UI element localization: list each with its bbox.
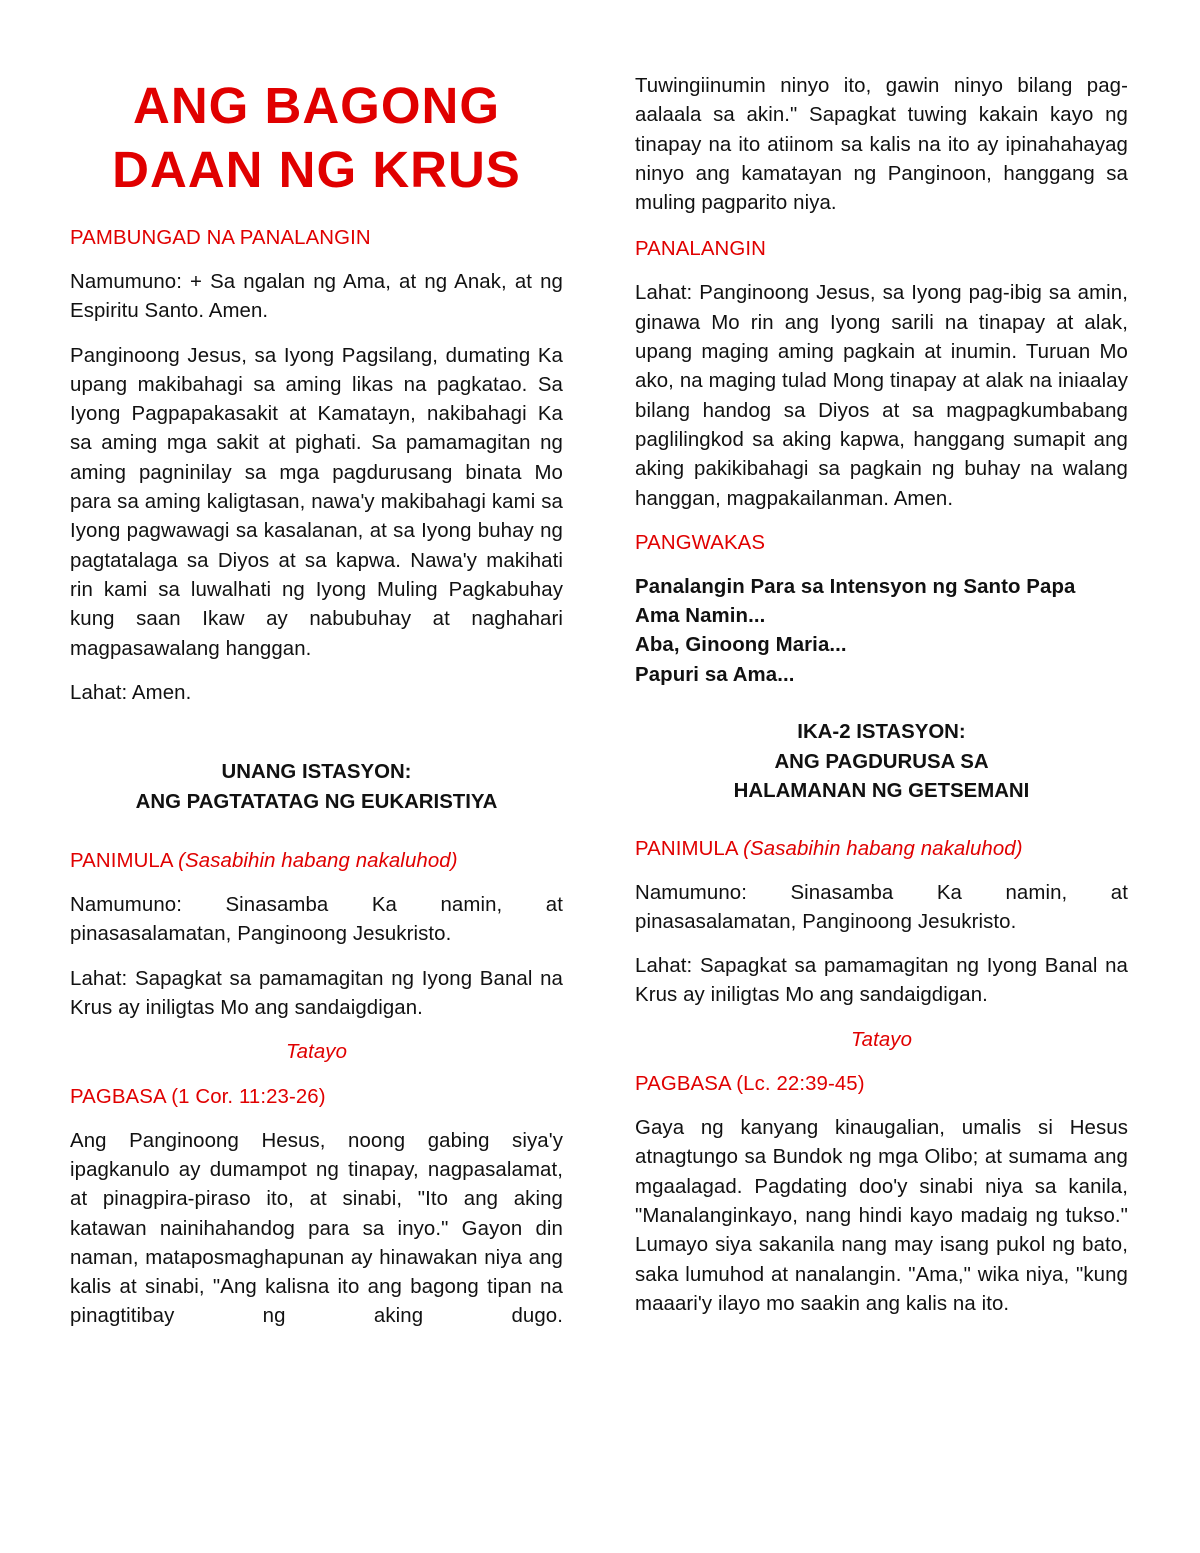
station2-title-line-2: ANG PAGDURUSA SA HALAMANAN NG GETSEMANI (733, 750, 1030, 803)
station2-leader-text: Namumuno: Sinasamba Ka namin, at pinasasalamatan, Panginoong Jesukristo. (635, 881, 1128, 933)
station2-panimula-heading (635, 835, 1128, 864)
right-column (635, 72, 1128, 1319)
title-line-2: DAAN NG KRUS (112, 141, 521, 198)
reading-ref: (1 Cor. 11:23-26) (171, 1085, 326, 1108)
station1-all-text: Lahat: Sapagkat sa pamamagitan ng Iyong Banal na Krus ay iniligtas Mo ang sandaigdigan. (70, 967, 563, 1020)
reading-ref: (Lc. 22:39-45) (736, 1073, 865, 1096)
left-column (70, 70, 563, 1332)
station1-prayer-heading: PANALANGIN (635, 238, 766, 261)
station2-all-text: Lahat: Sapagkat sa pamamagitan ng Iyong Banal na Krus ay iniligtas Mo ang sandaigdigan. (635, 955, 1128, 1007)
closing-line-1: Panalangin Para sa Intensyon ng Santo Papa (635, 575, 1076, 598)
panimula-label: PANIMULA (635, 837, 738, 860)
station1-reading-continuation: Tuwingiinumin ninyo ito, gawin ninyo bilang pag-aalaala sa akin." Sapagkat tuwing kakain kayo ng tinapay na ito atiinom sa kalis na ito ay ipinahahayag ninyo ang kamatayan ng Panginoon, hanggang sa muling pagparito niya. (635, 75, 1128, 215)
opening-heading: PAMBUNGAD NA PANALANGIN (70, 227, 371, 249)
station1-leader-text: Namumuno: Sinasamba Ka namin, at pinasasalamatan, Panginoong Jesukristo. (70, 894, 563, 946)
panimula-note: (Sasabihin habang nakaluhod) (743, 837, 1023, 860)
station1-title-line-2: ANG PAGTATATAG NG EUKARISTIYA (135, 790, 498, 813)
opening-leader-text: Namumuno: + Sa ngalan ng Ama, at ng Anak, at ng Espiritu Santo. Amen. (70, 271, 563, 323)
station1-reading-heading (70, 1083, 563, 1112)
station1-title-line-1: UNANG ISTASYON: (221, 761, 412, 784)
title-line-1: ANG BAGONG (133, 77, 500, 134)
opening-prayer-text: Panginoong Jesus, sa Iyong Pagsilang, dumating Ka upang makibahagi sa aming likas na pagkatao. Sa Iyong Pagpapakasakit at Kamatayn, nakibahagi Ka sa aming mga sakit at pighati. Sa pamamagitan ng aming pagninilay sa mga pagdurusang binata Mo para sa aming kaligtasan, nawa'y makibahagi kami sa Iyong pagwawagi sa kasalanan, at sa Iyong buhay ng pagtatalaga sa Diyos at sa kapwa. Nawa'y makihati rin kami sa luwalhati ng Iyong Muling Pagkabuhay kung saan Ikaw ay nabubuhay at naghahari magpasawalang hanggan. (70, 344, 563, 660)
closing-line-3: Aba, Ginoong Maria... (635, 634, 847, 657)
reading-label: PAGBASA (635, 1073, 731, 1096)
station1-closing-heading: PANGWAKAS (635, 531, 766, 554)
document-title (70, 74, 563, 202)
station1-prayer-text: Lahat: Panginoong Jesus, sa Iyong pag-ibig sa amin, ginawa Mo rin ang Iyong sarili na tinapay at alak, upang maging aming pagkain at inumin. Turuan Mo ako, na maging tulad Mong tinapay at alak na iniaalay bilang handog sa Diyos at sa magpagkumbabang paglilingkod sa aking kapwa, hanggang sumapit ang aking pakikibahagi sa pagkain ng buhay na walang hanggan, magpakailanman. Amen. (635, 282, 1128, 510)
closing-line-4: Papuri sa Ama... (635, 663, 795, 686)
panimula-label: PANIMULA (70, 850, 173, 873)
station1-panimula-heading (70, 847, 563, 876)
station2-reading-text: Gaya ng kanyang kinaugalian, umalis si Hesus atnagtungo sa Bundok ng mga Olibo; at sumama ang mgaalagad. Pagdating doo'y sinabi niya sa kanila, "Manalanginkayo, nang hindi kayo madaig ng tukso." Lumayo siya sakanila nang may isang pukol ng bato, saka lumuhod at nanalangin. "Ama," wika niya, "kung maaari'y ilayo mo saakin ang kalis na ito. (635, 1117, 1128, 1315)
station2-reading-heading (635, 1070, 1128, 1099)
station1-title (70, 758, 563, 817)
station2-title (635, 718, 1128, 807)
panimula-note: (Sasabihin habang nakaluhod) (178, 850, 458, 873)
opening-response-text: Lahat: Amen. (70, 681, 192, 704)
reading-label: PAGBASA (70, 1085, 166, 1108)
station2-stand-instruction: Tatayo (850, 1028, 913, 1051)
station1-stand-instruction: Tatayo (285, 1041, 348, 1064)
station2-title-line-1: IKA-2 ISTASYON: (797, 721, 966, 744)
closing-line-2: Ama Namin... (635, 605, 766, 628)
station1-reading-text: Ang Panginoong Hesus, noong gabing siya'y ipagkanulo ay dumampot ng tinapay, nagpasalamat, at pinagpira-piraso ito, at sinabi, "Ito ang aking katawan nainihahandog para sa inyo." Gayon din naman, mataposmaghapunan ay hinawakan niya ang kalis at sinabi, "Ang kalisna ito ang bagong tipan na pinagtitibay ng aking dugo. (70, 1129, 563, 1328)
